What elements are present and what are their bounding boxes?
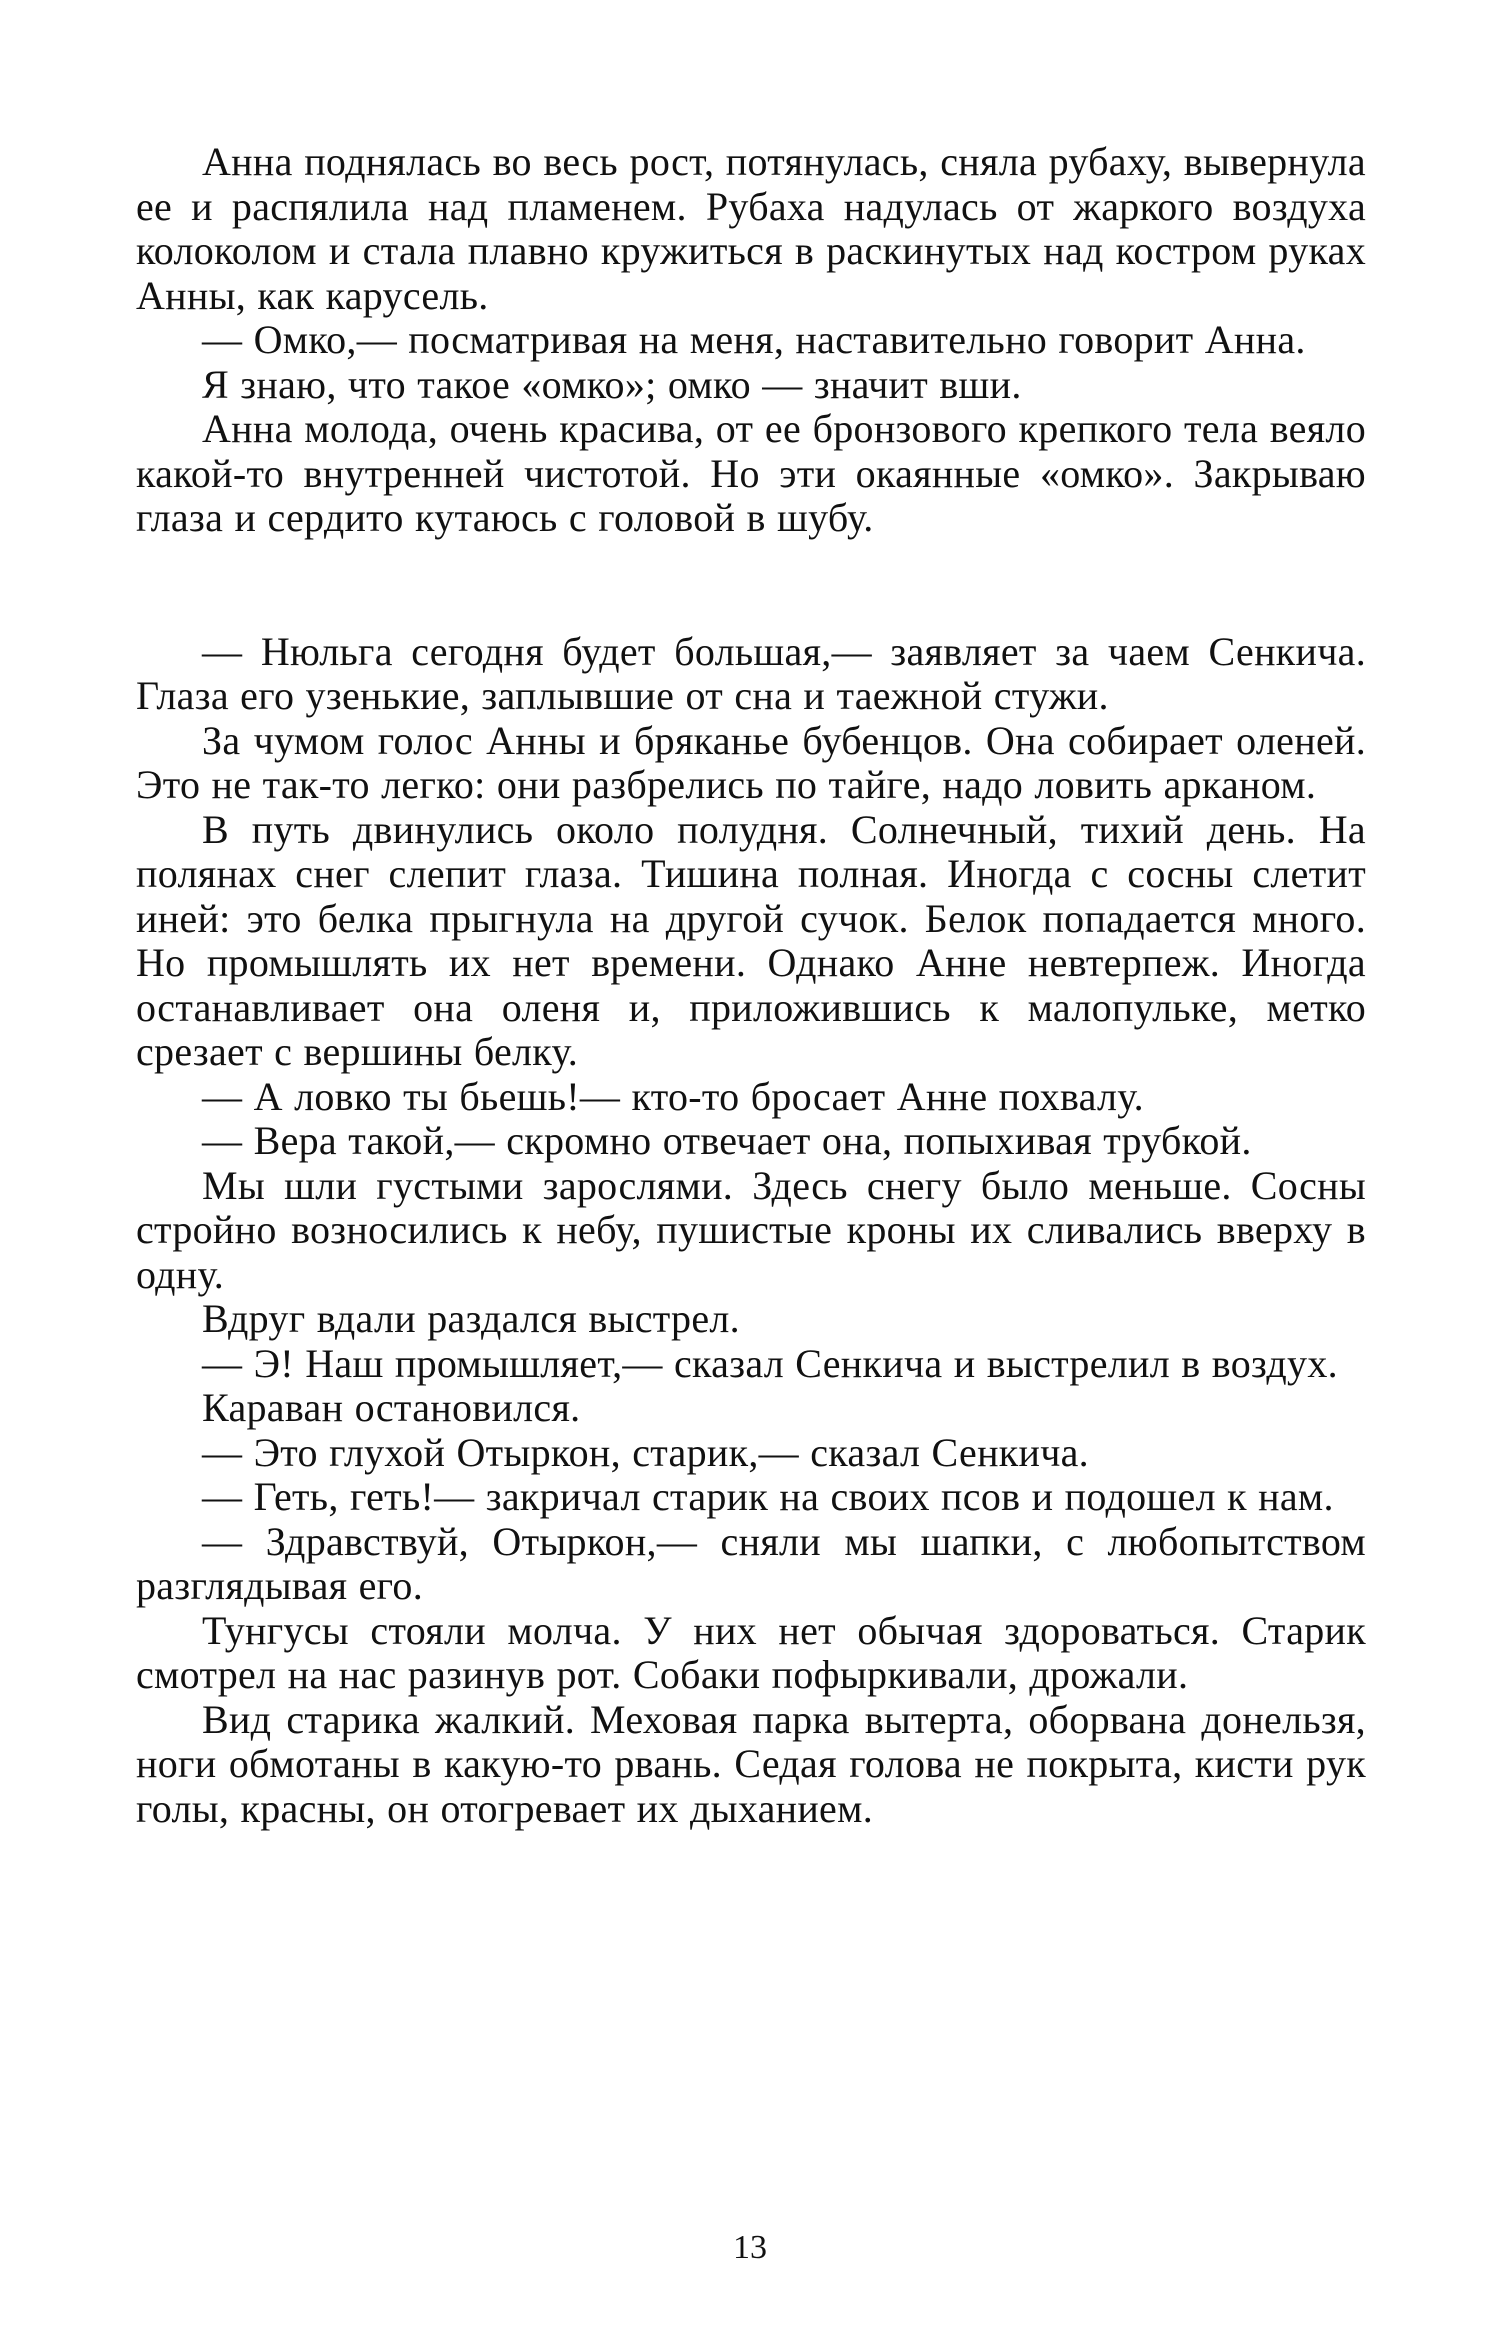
paragraph: Мы шли густыми зарослями. Здесь снегу было меньше. Сосны стройно возносились к небу, пушистые кроны их сливались вверху в одну. xyxy=(136,1162,1366,1297)
paragraph: — Геть, геть!— закричал старик на своих псов и подошел к нам. xyxy=(202,1474,1334,1519)
paragraph: В путь двинулись около полудня. Солнечный, тихий день. На полянах снег слепит глаза. Тишина полная. Иногда с сосны слетит иней: это белка прыгнула на другой сучок. Белок попадается много. Но промышлять их нет времени. Однако Анне невтерпеж. Иногда останавливает она оленя и, приложившись к малопульке, метко срезает с вершины белку. xyxy=(136,806,1366,1074)
paragraph: — Это глухой Отыркон, старик,— сказал Сенкича. xyxy=(202,1429,1089,1475)
body-text xyxy=(136,140,1366,1831)
paragraph: — Омко,— посматривая на меня, наставительно говорит Анна. xyxy=(202,317,1306,362)
paragraph: Тунгусы стояли молча. У них нет обычая здороваться. Старик смотрел на нас разинув рот. Собаки пофыркивали, дрожали. xyxy=(136,1607,1366,1697)
paragraph: За чумом голос Анны и бряканье бубенцов. Она собирает оленей. Это не так-то легко: они разбрелись по тайге, надо ловить арканом. xyxy=(136,717,1366,807)
page-number: 13 xyxy=(733,2229,767,2266)
paragraph: — Вера такой,— скромно отвечает она, попыхивая трубкой. xyxy=(202,1118,1252,1163)
paragraph: Анна молода, очень красива, от ее бронзового крепкого тела веяло какой-то внутренней чистотой. Но эти окаянные «омко». Закрываю глаза и сердито кутаюсь с головой в шубу. xyxy=(136,406,1366,540)
paragraph: Я знаю, что такое «омко»; омко — значит вши. xyxy=(202,361,1022,407)
paragraph: Вдруг вдали раздался выстрел. xyxy=(202,1296,740,1341)
paragraph: — Э! Наш промышляет,— сказал Сенкича и выстрелил в воздух. xyxy=(202,1340,1338,1386)
paragraph: Анна поднялась во весь рост, потянулась, сняла рубаху, вывернула ее и распялила над пламенем. Рубаха надулась от жаркого воздуха колоколом и стала плавно кружиться в раскинутых над костром руках Анны, как карусель. xyxy=(136,139,1366,318)
paragraph: Вид старика жалкий. Меховая парка вытерта, оборвана донельзя, ноги обмотаны в какую-то рвань. Седая голова не покрыта, кисти рук голы, красны, он отогревает их дыханием. xyxy=(136,1696,1366,1831)
paragraph: — Здравствуй, Отыркон,— сняли мы шапки, с любопытством разглядывая его. xyxy=(136,1518,1366,1608)
paragraph: Караван остановился. xyxy=(202,1385,581,1430)
paragraph: — Нюльга сегодня будет большая,— заявляет за чаем Сенкича. Глаза его узенькие, заплывшие от сна и таежной стужи. xyxy=(136,628,1366,718)
paragraph: — А ловко ты бьешь!— кто-то бросает Анне похвалу. xyxy=(202,1073,1144,1119)
